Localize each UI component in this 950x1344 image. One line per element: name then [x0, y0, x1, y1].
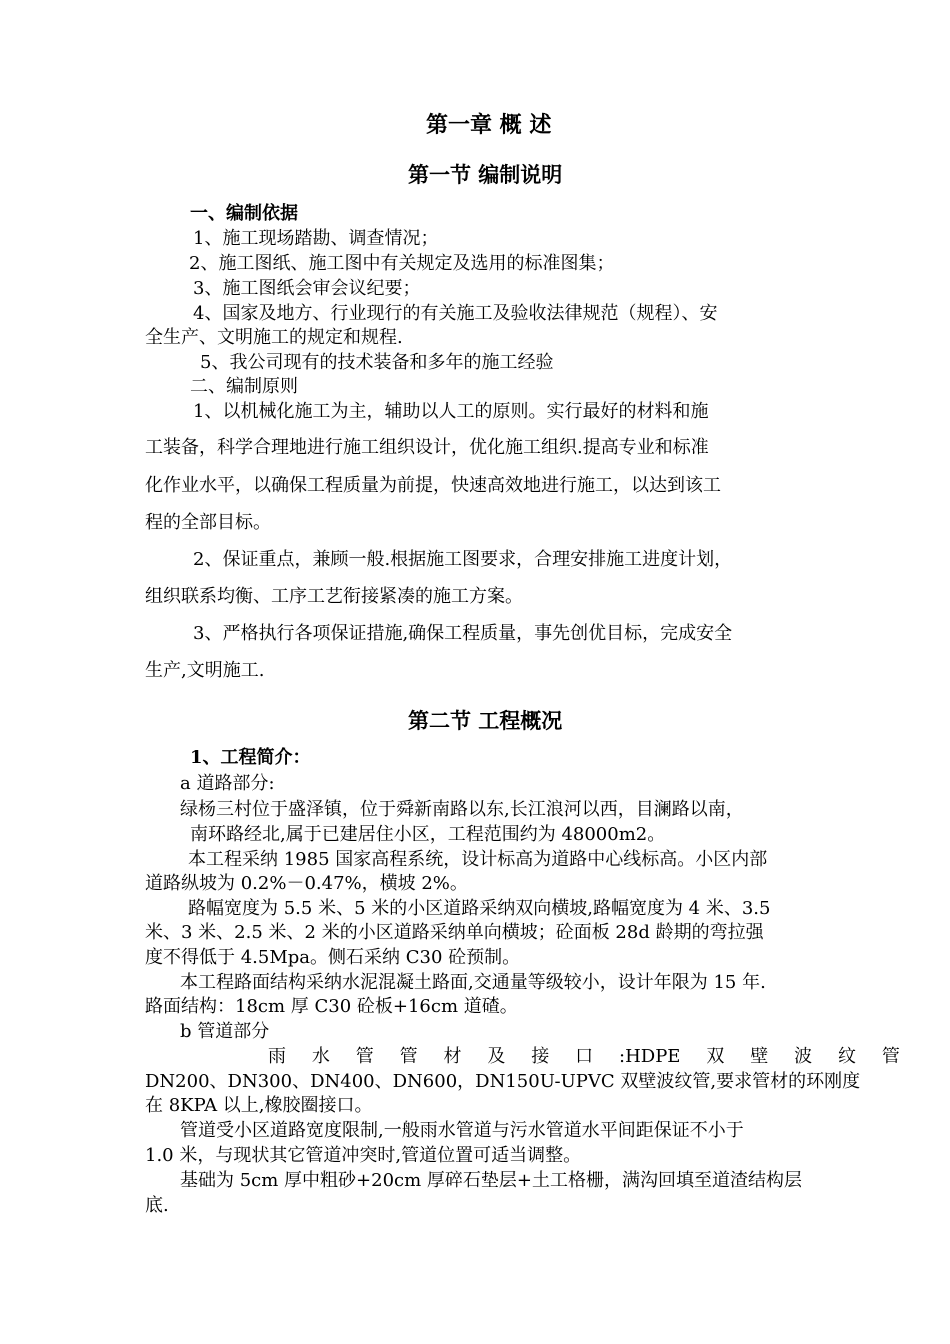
- road-line: 南环路经北,属于已建居住小区，工程范围约为 48000m2。: [190, 824, 666, 845]
- pipe-word: 管: [399, 1046, 418, 1067]
- section2-title: 第二节 工程概况: [408, 708, 563, 733]
- road-line: 路面结构：18cm 厚 C30 砼板+16cm 道碴。: [145, 996, 518, 1017]
- principle-line: 生产,文明施工.: [145, 660, 265, 681]
- basis-item: 1、施工现场踏勘、调查情况；: [193, 228, 439, 249]
- pipe-word: 及: [487, 1046, 506, 1067]
- road-line: 本工程路面结构采纳水泥混凝土路面,交通量等级较小，设计年限为 15 年.: [180, 972, 766, 993]
- pipe-word: 管: [355, 1046, 374, 1067]
- principle-line: 工装备，科学合理地进行施工组织设计，优化施工组织.提高专业和标准: [145, 437, 709, 458]
- principle-line: 组织联系均衡、工序工艺衔接紧凑的施工方案。: [145, 586, 523, 607]
- principle-line: 程的全部目标。: [145, 512, 271, 533]
- pipe-line: DN200、DN300、DN400、DN600，DN150U-UPVC 双壁波纹管,要求管材的环刚度: [145, 1071, 861, 1092]
- road-heading: a 道路部分:: [180, 773, 275, 794]
- pipe-word: 雨: [268, 1046, 286, 1067]
- road-line: 度不得低于 4.5Mpa。侧石采纳 C30 砼预制。: [145, 947, 521, 968]
- pipe-word: :HDPE: [619, 1046, 681, 1067]
- pipe-word: 口: [575, 1046, 594, 1067]
- pipe-word: 波: [794, 1046, 813, 1067]
- pipe-line: 在 8KPA 以上,橡胶圈接口。: [145, 1095, 373, 1116]
- basis-item: 3、施工图纸会审会议纪要；: [193, 278, 421, 299]
- chapter-title: 第一章 概 述: [426, 112, 552, 138]
- section1-title: 第一节 编制说明: [408, 162, 563, 187]
- principle-line: 1、以机械化施工为主，辅助以人工的原则。实行最好的材料和施: [193, 401, 709, 422]
- pipe-line: 底.: [145, 1195, 169, 1216]
- basis-item: 2、施工图纸、施工图中有关规定及选用的标准图集；: [189, 253, 615, 274]
- pipe-word: 壁: [750, 1046, 769, 1067]
- pipe-word: 双: [706, 1046, 725, 1067]
- principle-line: 化作业水平，以确保工程质量为前提，快速高效地进行施工，以达到该工: [145, 475, 721, 496]
- pipe-line: 基础为 5cm 厚中粗砂+20cm 厚碎石垫层+土工格栅，满沟回填至道渣结构层: [180, 1170, 802, 1191]
- pipe-heading: b 管道部分: [180, 1021, 270, 1042]
- pipe-material-line: [268, 1044, 900, 1070]
- pipe-word: 水: [311, 1046, 330, 1067]
- pipe-word: 管: [881, 1046, 900, 1067]
- basis-item: 4、国家及地方、行业现行的有关施工及验收法律规范（规程）、安: [193, 303, 718, 324]
- principle-line: 2、保证重点，兼顾一般.根据施工图要求，合理安排施工进度计划，: [193, 549, 733, 570]
- road-line: 路幅宽度为 5.5 米、5 米的小区道路采纳双向横坡,路幅宽度为 4 米、3.5: [188, 898, 771, 919]
- basis-item: 全生产、文明施工的规定和规程.: [145, 327, 403, 348]
- pipe-word: 材: [443, 1046, 462, 1067]
- pipe-line: 1.0 米，与现状其它管道冲突时,管道位置可适当调整。: [145, 1145, 582, 1166]
- principle-line: 3、严格执行各项保证措施,确保工程质量，事先创优目标，完成安全: [193, 623, 733, 644]
- principle-heading: 二、编制原则: [190, 376, 298, 397]
- basis-heading: 一、编制依据: [190, 203, 298, 224]
- basis-item: 5、我公司现有的技术装备和多年的施工经验: [200, 352, 554, 373]
- road-line: 道路纵坡为 0.2%－0.47%，横坡 2%。: [145, 873, 468, 894]
- pipe-word: 纹: [837, 1046, 856, 1067]
- road-line: 本工程采纳 1985 国家高程系统，设计标高为道路中心线标高。小区内部: [188, 849, 768, 870]
- intro-heading: 1、工程简介：: [190, 747, 311, 768]
- road-line: 米、3 米、2.5 米、2 米的小区道路采纳单向横坡；砼面板 28d 龄期的弯拉强: [145, 922, 764, 943]
- pipe-line: 管道受小区道路宽度限制,一般雨水管道与污水管道水平间距保证不小于: [180, 1120, 744, 1141]
- pipe-word: 接: [531, 1046, 550, 1067]
- road-line: 绿杨三村位于盛泽镇，位于舜新南路以东,长江浪河以西，目澜路以南，: [180, 799, 744, 820]
